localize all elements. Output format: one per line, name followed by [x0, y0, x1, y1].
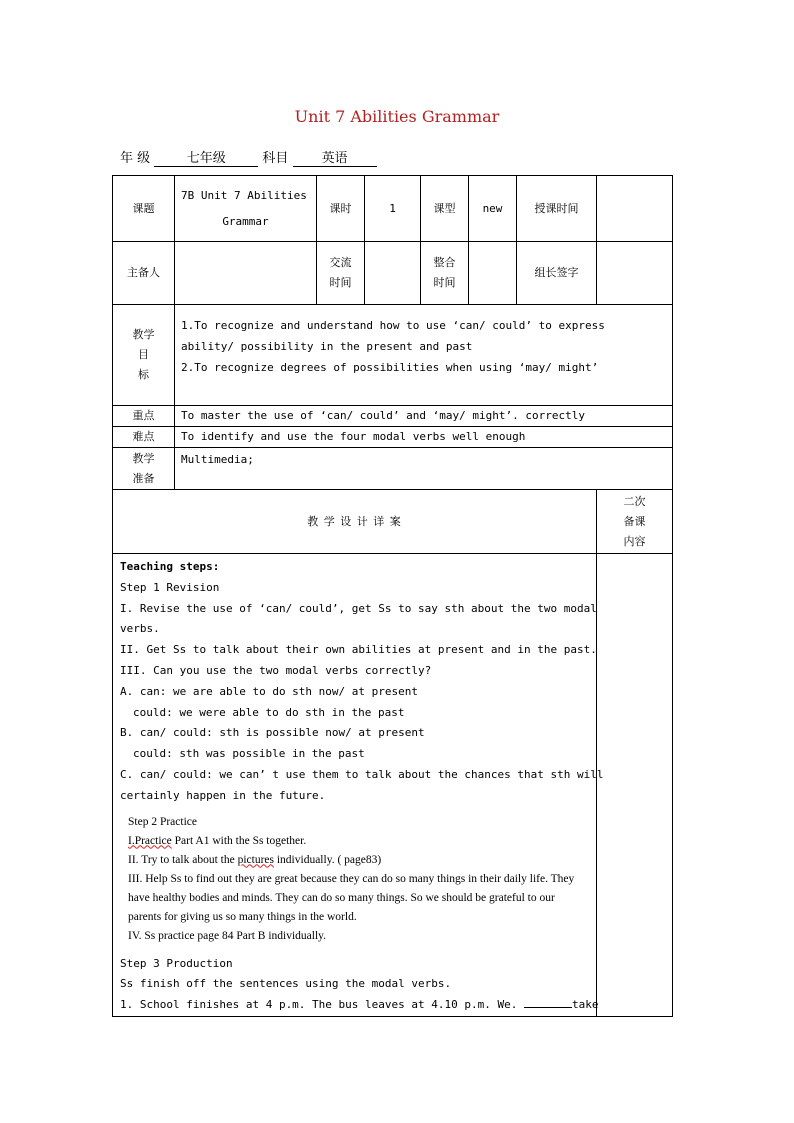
table-row [113, 176, 673, 242]
step2-line [128, 851, 589, 870]
table-row [113, 427, 673, 448]
second-prep-content [597, 554, 673, 1017]
steps-heading: Teaching steps: [120, 560, 220, 573]
step2-title: Step 2 Practice [128, 815, 197, 828]
design-heading: 教 学 设 计 详 案 [113, 490, 597, 554]
preparer-label: 主备人 [113, 242, 175, 305]
second-prep-header [597, 490, 673, 554]
subject-label: 科目 [262, 151, 289, 166]
step2-line-part: Part A1 with the Ss together. [171, 834, 307, 847]
step3-line-end: take [571, 998, 599, 1012]
step1-line: certainly happen in the future. [120, 788, 326, 802]
prep-text: Multimedia; [175, 448, 673, 490]
objectives-label-1: 教学 [132, 328, 155, 341]
preparer-value [175, 242, 317, 305]
key-point-text: To master the use of ‘can/ could’ and ‘may/ might’. correctly [175, 406, 673, 427]
prep-label [113, 448, 175, 490]
objective-line-2: ability/ possibility in the present and past [181, 340, 473, 353]
step3-line-text: 1. School finishes at 4 p.m. The bus leaves at 4.10 p.m. We. [120, 998, 518, 1012]
step1-line: C. can/ could: we can’ t use them to talk about the chances that sth will [120, 767, 604, 781]
step1-line: A. can: we are able to do sth now/ at present [120, 684, 419, 698]
leader-sign-value [597, 242, 673, 305]
step1-line: I. Revise the use of ‘can/ could’, get Ss to say sth about the two modal [120, 601, 597, 615]
difficulty-text: To identify and use the four modal verbs well enough [175, 427, 673, 448]
table-row [113, 490, 673, 554]
teaching-time-value [597, 176, 673, 242]
integrate-time-label [421, 242, 469, 305]
integrate-label-1: 整合 [433, 256, 456, 269]
exchange-time-value [365, 242, 421, 305]
table-row [113, 305, 673, 406]
step2-line: IV. Ss practice page 84 Part B individually. [128, 929, 327, 942]
grade-value: 七年级 [154, 151, 258, 167]
period-value: 1 [365, 176, 421, 242]
key-point-label: 重点 [113, 406, 175, 427]
step1-line: verbs. [120, 622, 160, 636]
step3-line-part [120, 995, 572, 1016]
grade-label: 年 级 [120, 151, 151, 166]
step2-line [128, 832, 589, 851]
objective-line-3: 2.To recognize degrees of possibilities when using ‘may/ might’ [181, 361, 599, 374]
type-value: new [469, 176, 517, 242]
second-prep-label-1: 二次 [623, 494, 646, 508]
period-label: 课时 [317, 176, 365, 242]
course-meta [120, 147, 377, 167]
answer-blank [524, 995, 572, 1008]
exchange-label-1: 交流 [329, 256, 352, 269]
step2-line: have healthy bodies and minds. They can do so many things. So we should be grateful to our [128, 891, 555, 904]
step2-line: parents for giving us so many things in the world. [128, 910, 357, 923]
integrate-label-2: 时间 [433, 276, 456, 289]
second-prep-label-2: 备课 [623, 514, 646, 528]
step2-line: III. Help Ss to find out they are great because they can do so many things in their daily life. They [128, 872, 575, 885]
step1-line: B. can/ could: sth is possible now/ at present [120, 726, 425, 740]
table-row [113, 554, 673, 1017]
lesson-plan-table [112, 175, 673, 1017]
table-row [113, 242, 673, 305]
step3-line [120, 995, 599, 1016]
step1-line: could: sth was possible in the past [133, 747, 365, 761]
step1-line: could: we were able to do sth in the past [133, 705, 405, 719]
step3-line: Ss finish off the sentences using the modal verbs. [120, 977, 452, 991]
step1-title: Step 1 Revision [120, 580, 220, 594]
step2-line-part: II. Try to talk about the [128, 853, 238, 866]
topic-label: 课题 [113, 176, 175, 242]
table-row [113, 406, 673, 427]
topic-value [175, 176, 317, 242]
objectives-label [113, 305, 175, 406]
type-label: 课型 [421, 176, 469, 242]
objectives-text [175, 305, 673, 406]
topic-line-1: 7B Unit 7 Abilities [181, 188, 307, 202]
objectives-label-2: 目 [138, 348, 149, 361]
step1-line: III. Can you use the two modal verbs correctly? [120, 663, 432, 677]
step1-line: II. Get Ss to talk about their own abilities at present and in the past. [120, 643, 597, 657]
page-title: Unit 7 Abilities Grammar [294, 107, 500, 126]
topic-line-2: Grammar [222, 214, 269, 228]
table-row [113, 448, 673, 490]
exchange-label-2: 时间 [329, 276, 352, 289]
exchange-time-label [317, 242, 365, 305]
subject-value: 英语 [293, 151, 377, 167]
teaching-time-label: 授课时间 [517, 176, 597, 242]
objectives-label-3: 标 [138, 368, 149, 381]
prep-label-2: 准备 [132, 471, 155, 485]
prep-label-1: 教学 [132, 451, 155, 465]
step2-block [120, 813, 589, 946]
integrate-time-value [469, 242, 517, 305]
leader-sign-label: 组长签字 [517, 242, 597, 305]
objective-line-1: 1.To recognize and understand how to use ‘can/ could’ to express [181, 319, 605, 332]
step2-line-part: I.Practice [128, 834, 172, 847]
step3-title: Step 3 Production [120, 956, 233, 970]
difficulty-label: 难点 [113, 427, 175, 448]
teaching-steps [113, 554, 604, 1017]
step2-line-part: individually. ( page83) [273, 853, 382, 866]
second-prep-label-3: 内容 [623, 534, 646, 548]
step2-line-part: pictures [237, 853, 274, 866]
